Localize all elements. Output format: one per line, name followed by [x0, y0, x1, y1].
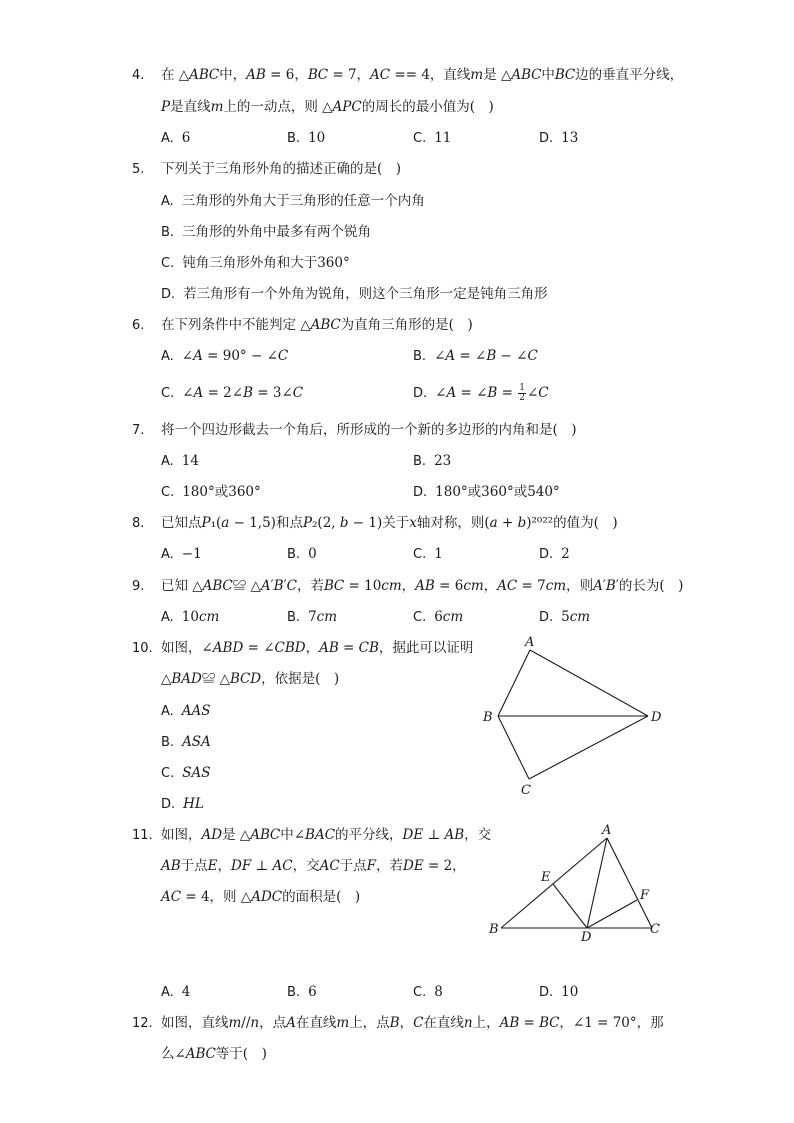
- question-number: 4.: [132, 68, 145, 83]
- option-text: 𝐴𝐴𝑆: [181, 703, 211, 719]
- option-text: ∠𝐴 = ∠𝐵 − ∠𝐶: [434, 348, 538, 364]
- option-letter: C.: [161, 485, 175, 500]
- label-d: D: [581, 930, 592, 945]
- question-text: 将一个四边形截去一个角后，所形成的一个新的多边形的内角和是( ): [161, 422, 577, 438]
- option-text: 23: [434, 453, 452, 469]
- option-d[interactable]: [161, 285, 548, 304]
- question-text: 如图，直线𝑚//𝑛，点𝐴在直线𝑚上，点𝐵，𝐶在直线𝑛上，𝐴𝐵 = 𝐵𝐶，∠1 = 70°，那: [161, 1015, 664, 1031]
- option-letter: A.: [161, 131, 174, 146]
- question-text: 在下列条件中不能判定 △𝐴𝐵𝐶为直角三角形的是( ): [161, 317, 473, 333]
- option-c[interactable]: [161, 384, 303, 403]
- option-text: 6: [181, 130, 191, 146]
- option-letter: C.: [161, 386, 175, 401]
- label-b: B: [483, 710, 493, 725]
- option-d[interactable]: [413, 483, 560, 502]
- option-d[interactable]: [539, 129, 578, 148]
- option-c[interactable]: [413, 983, 443, 1002]
- option-d[interactable]: [539, 608, 590, 627]
- option-text: 三角形的外角中最多有两个锐角: [182, 224, 372, 240]
- option-letter: B.: [287, 547, 301, 562]
- question-text: 如图，𝐴𝐷是 △𝐴𝐵𝐶中∠𝐵𝐴𝐶的平分线，𝐷𝐸 ⊥ 𝐴𝐵，交: [161, 827, 492, 843]
- option-letter: C.: [413, 547, 427, 562]
- option-letter: B.: [413, 454, 427, 469]
- option-letter: D.: [161, 287, 176, 302]
- question-number: 11.: [132, 828, 153, 843]
- label-c: C: [521, 783, 531, 798]
- option-letter: D.: [161, 797, 176, 812]
- option-b[interactable]: [287, 129, 325, 148]
- option-text: 10𝑐𝑚: [181, 609, 220, 625]
- option-text: 6𝑐𝑚: [434, 609, 464, 625]
- option-text: ∠𝐴 = 90° − ∠𝐶: [181, 348, 289, 364]
- question-number: 9.: [132, 579, 145, 594]
- option-letter: A.: [161, 349, 174, 364]
- option-b[interactable]: [287, 608, 337, 627]
- option-text: 1: [434, 546, 443, 562]
- option-text: 180°或360°: [182, 484, 261, 500]
- option-c[interactable]: [413, 545, 443, 564]
- option-letter: C.: [161, 256, 175, 271]
- option-text: 180°或360°或540°: [435, 484, 560, 500]
- option-letter: A.: [161, 547, 174, 562]
- option-d[interactable]: [539, 983, 578, 1002]
- segment-ad: [587, 838, 607, 928]
- label-f: F: [640, 888, 650, 903]
- label-e: E: [541, 870, 551, 885]
- option-text: 10: [308, 130, 326, 146]
- option-b[interactable]: [161, 223, 371, 242]
- segment-cd: [529, 716, 648, 779]
- option-letter: C.: [413, 985, 427, 1000]
- question-number: 8.: [132, 516, 145, 531]
- option-letter: D.: [539, 547, 554, 562]
- option-letter: A.: [161, 704, 174, 719]
- question-text: 𝐴𝐶 = 4，则 △𝐴𝐷𝐶的面积是( ): [161, 889, 361, 905]
- option-letter: B.: [161, 225, 175, 240]
- option-text-tail: ∠𝐶: [526, 385, 549, 401]
- label-d: D: [651, 710, 662, 725]
- option-a[interactable]: [161, 983, 190, 1002]
- option-letter: D.: [413, 485, 428, 500]
- figure-triangle-abc: [480, 818, 680, 948]
- question-text: 如图，∠𝐴𝐵𝐷 = ∠𝐶𝐵𝐷，𝐴𝐵 = 𝐶𝐵，据此可以证明: [161, 640, 474, 656]
- option-text: 2: [561, 546, 570, 562]
- option-letter: A.: [161, 454, 174, 469]
- option-text: 5𝑐𝑚: [561, 609, 591, 625]
- option-text: 三角形的外角大于三角形的任意一个内角: [181, 193, 425, 209]
- option-letter: D.: [539, 131, 554, 146]
- segment-bc: [498, 716, 529, 779]
- option-c[interactable]: [161, 764, 210, 783]
- question-text: 𝑃是直线𝑚上的一动点，则 △𝐴𝑃𝐶的周长的最小值为( ): [161, 99, 494, 115]
- option-text: ∠𝐴 = 2∠𝐵 = 3∠𝐶: [182, 385, 304, 401]
- label-b: B: [489, 922, 499, 937]
- option-c[interactable]: [413, 608, 463, 627]
- option-text: 𝑆𝐴𝑆: [182, 765, 211, 781]
- option-text: 𝐻𝐿: [183, 796, 204, 812]
- option-a[interactable]: [161, 192, 425, 211]
- option-text: 若三角形有一个外角为锐角，则这个三角形一定是钝角三角形: [183, 286, 548, 302]
- question-text: 已知点𝑃₁(𝑎 − 1,5)和点𝑃₂(2, 𝑏 − 1)关于𝑥轴对称，则(𝑎 + 𝑏)²⁰²²的值为( ): [161, 515, 618, 531]
- option-a[interactable]: [161, 452, 199, 471]
- segment-ad: [530, 650, 648, 716]
- option-text: 8: [434, 984, 443, 1000]
- option-c[interactable]: [161, 483, 261, 502]
- option-text: 7𝑐𝑚: [308, 609, 338, 625]
- question-text: 么∠𝐴𝐵𝐶等于( ): [161, 1046, 267, 1062]
- option-text: ∠𝐴 = ∠𝐵 =: [435, 385, 518, 401]
- segment-ac: [607, 838, 652, 928]
- segment-ab: [501, 838, 607, 928]
- option-letter: A.: [161, 985, 174, 1000]
- option-a[interactable]: [161, 702, 211, 721]
- label-a: A: [602, 823, 612, 838]
- option-d[interactable]: [539, 545, 570, 564]
- fraction: [518, 384, 526, 403]
- option-text: 6: [308, 984, 317, 1000]
- figure-kite-abcd: [470, 632, 680, 800]
- option-letter: A.: [161, 194, 174, 209]
- option-letter: B.: [287, 985, 301, 1000]
- segment-df: [587, 900, 637, 928]
- fraction-denominator: 2: [519, 393, 525, 403]
- option-text: 14: [181, 453, 199, 469]
- question-text: 已知 △𝐴𝐵𝐶≌ △𝐴′𝐵′𝐶，若𝐵𝐶 = 10𝑐𝑚，𝐴𝐵 = 6𝑐𝑚，𝐴𝐶 = 7𝑐𝑚，则𝐴′𝐵′的长为( ): [161, 578, 684, 594]
- segment-de: [553, 884, 587, 928]
- option-b[interactable]: [413, 347, 538, 366]
- option-a[interactable]: [161, 608, 219, 627]
- option-text: 10: [561, 984, 579, 1000]
- question-text: 𝐴𝐵于点𝐸，𝐷𝐹 ⊥ 𝐴𝐶，交𝐴𝐶于点𝐹，若𝐷𝐸 = 2，: [161, 858, 466, 874]
- option-a[interactable]: [161, 545, 202, 564]
- option-text: 0: [308, 546, 317, 562]
- option-text: 11: [434, 130, 452, 146]
- option-letter: B.: [287, 131, 301, 146]
- option-text: 钝角三角形外角和大于360°: [182, 255, 350, 271]
- option-letter: D.: [413, 386, 428, 401]
- option-c[interactable]: [413, 129, 451, 148]
- option-letter: B.: [413, 349, 427, 364]
- question-number: 10.: [132, 641, 153, 656]
- option-b[interactable]: [287, 545, 317, 564]
- option-letter: A.: [161, 610, 174, 625]
- option-text: 13: [561, 130, 579, 146]
- option-text: −1: [181, 546, 202, 562]
- option-b[interactable]: [413, 452, 451, 471]
- question-number: 7.: [132, 423, 145, 438]
- option-a[interactable]: [161, 129, 190, 148]
- option-c[interactable]: [161, 254, 350, 273]
- question-text: △𝐵𝐴𝐷≌ △𝐵𝐶𝐷，依据是( ): [161, 671, 340, 687]
- option-b[interactable]: [161, 733, 211, 752]
- option-letter: C.: [413, 610, 427, 625]
- label-a: A: [525, 635, 535, 650]
- question-number: 12.: [132, 1016, 153, 1031]
- option-a[interactable]: [161, 347, 288, 366]
- question-text: 在 △𝐴𝐵𝐶中，𝐴𝐵 = 6，𝐵𝐶 = 7，𝐴𝐶 == 4，直线𝑚是 △𝐴𝐵𝐶中𝐵𝐶边的垂直平分线，: [161, 67, 684, 83]
- option-d[interactable]: [413, 384, 549, 403]
- option-letter: B.: [287, 610, 301, 625]
- question-text: 下列关于三角形外角的描述正确的是( ): [161, 161, 402, 177]
- option-d[interactable]: [161, 795, 204, 814]
- option-text: 𝐴𝑆𝐴: [182, 734, 211, 750]
- label-c: C: [650, 922, 660, 937]
- segment-ab: [498, 650, 530, 716]
- question-number: 5.: [132, 162, 145, 177]
- fraction-numerator: 1: [519, 383, 525, 393]
- option-letter: D.: [539, 985, 554, 1000]
- option-letter: D.: [539, 610, 554, 625]
- question-number: 6.: [132, 318, 145, 333]
- option-letter: B.: [161, 735, 175, 750]
- option-text: 4: [181, 984, 191, 1000]
- option-letter: C.: [161, 766, 175, 781]
- option-letter: C.: [413, 131, 427, 146]
- option-b[interactable]: [287, 983, 317, 1002]
